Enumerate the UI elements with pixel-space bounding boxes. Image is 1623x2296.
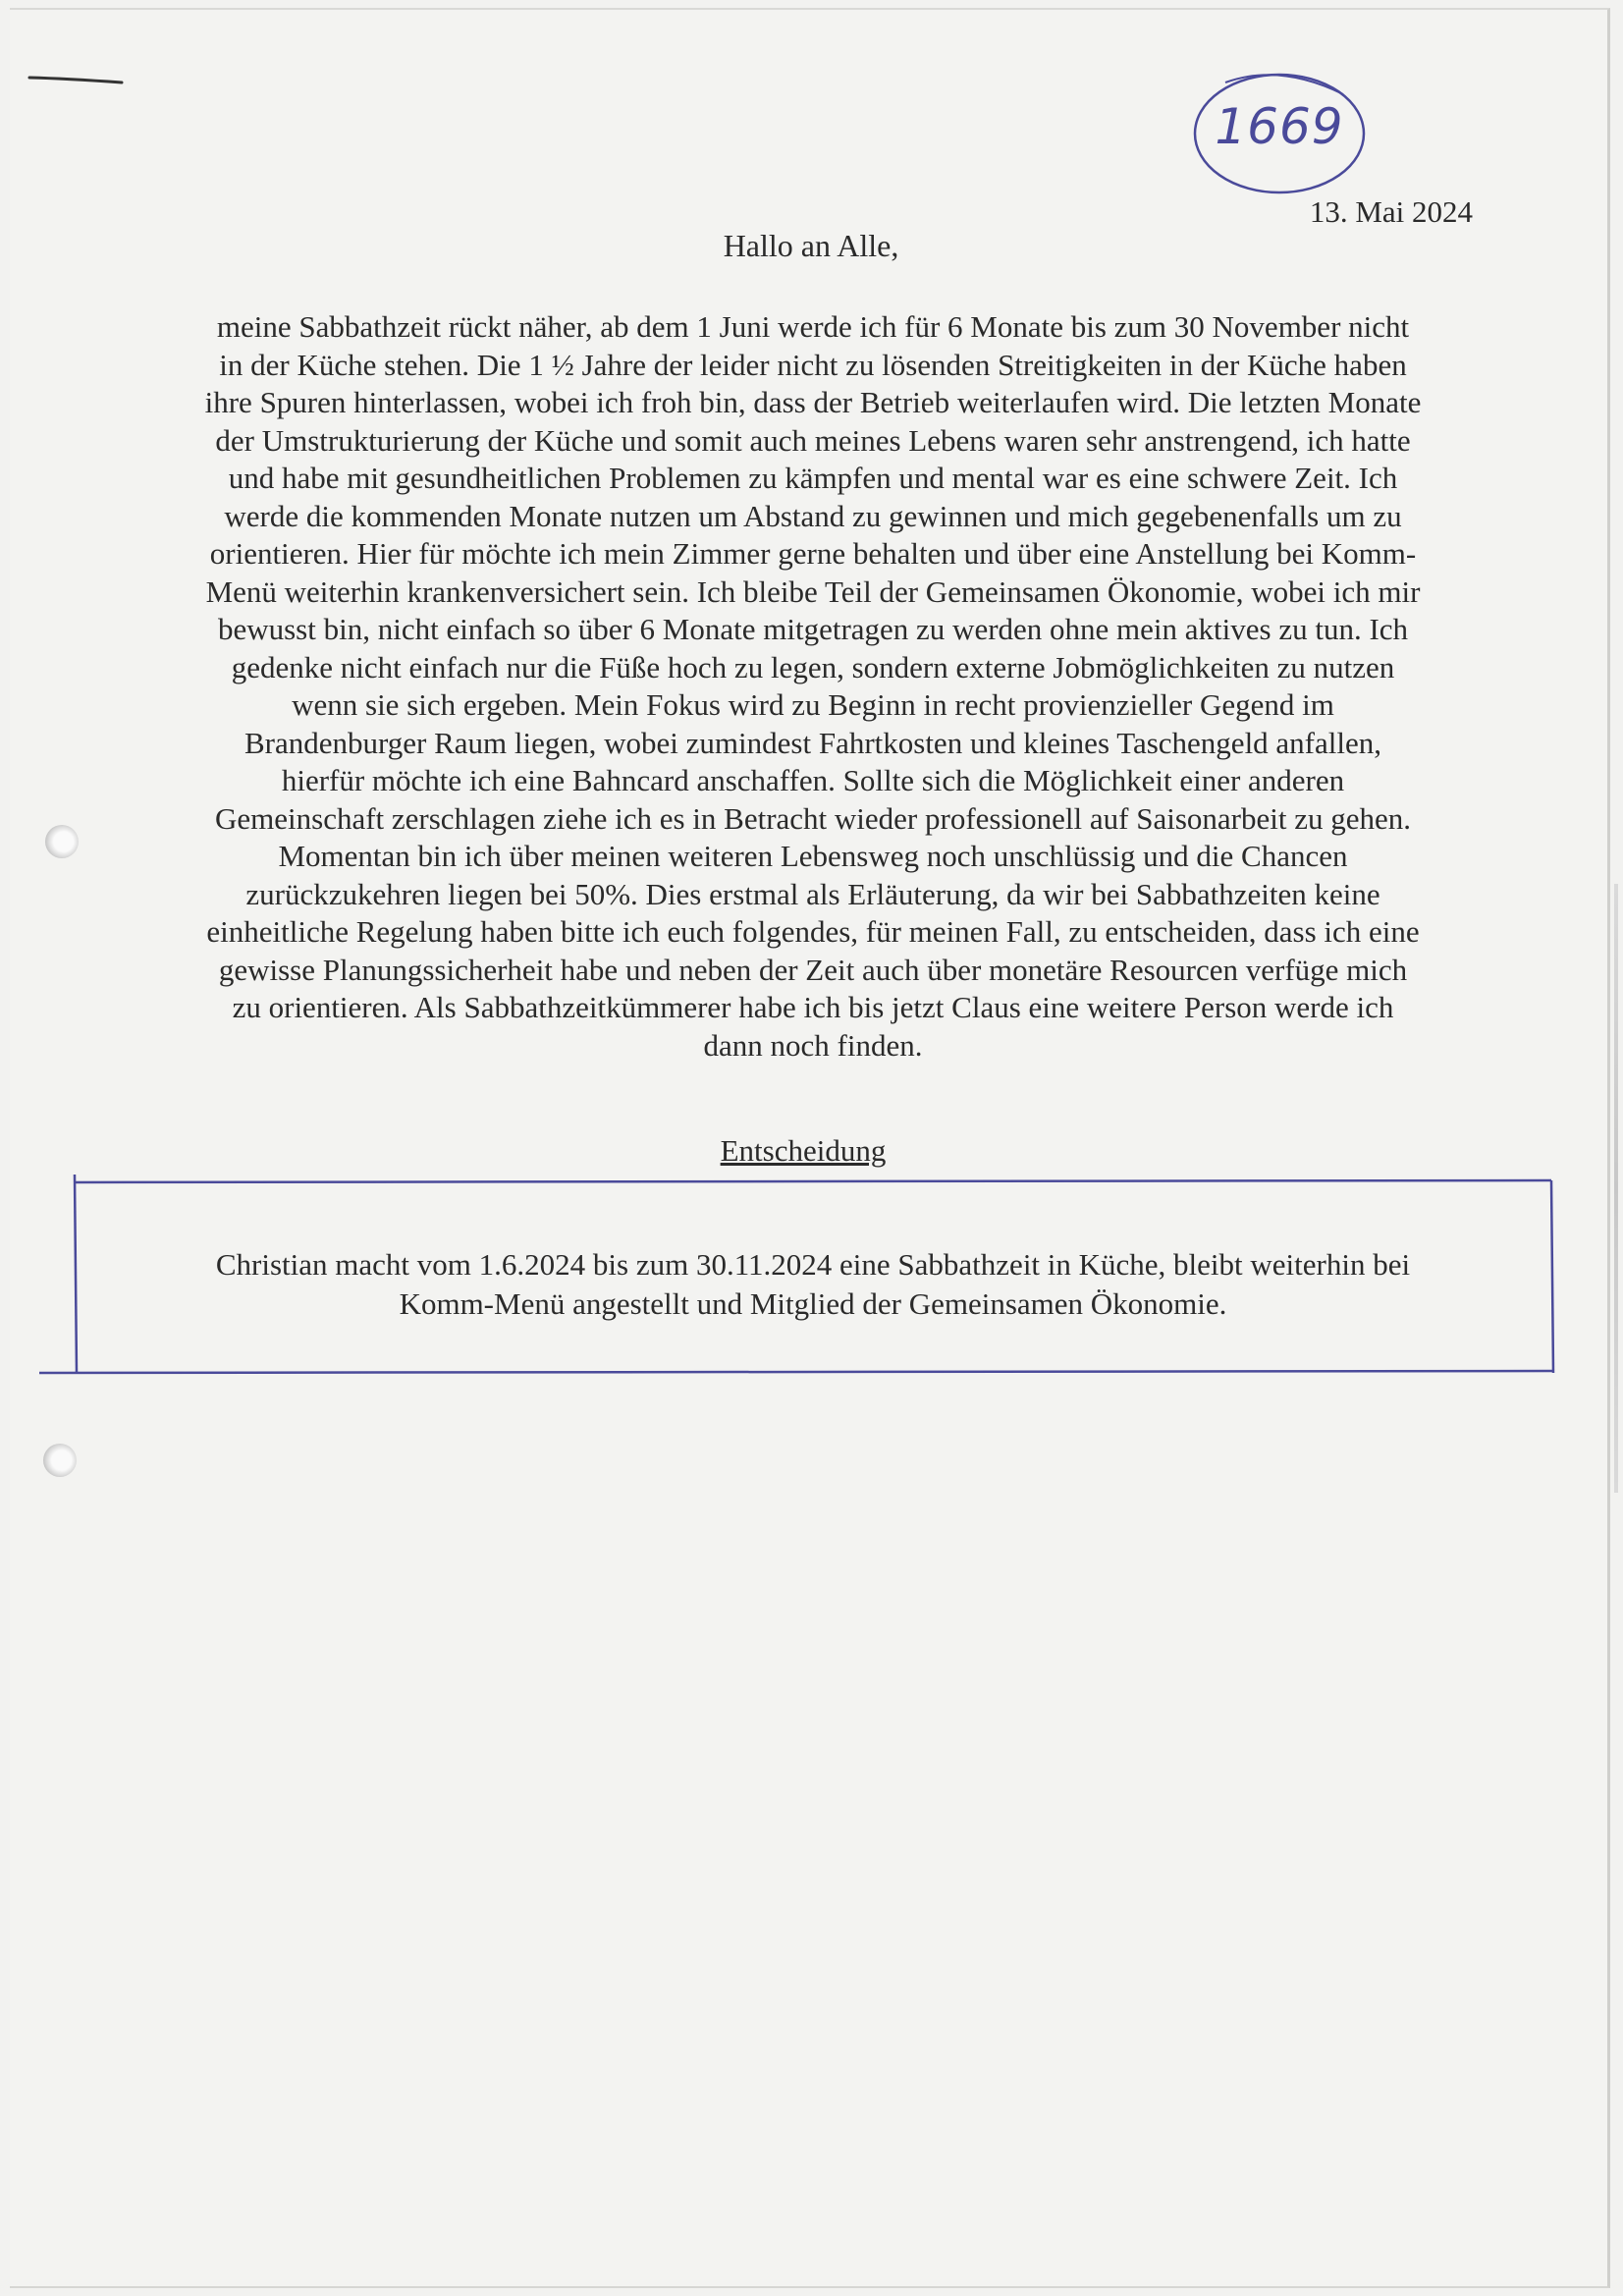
- pen-mark: [27, 75, 124, 84]
- body-line: einheitliche Regelung haben bitte ich euch folgendes, für meinen Fall, zu entscheiden, dass ich eine: [206, 914, 1420, 949]
- body-line: zurückzukehren liegen bei 50%. Dies erstmal als Erläuterung, da wir bei Sabbathzeiten keine: [245, 876, 1380, 911]
- body-line: in der Küche stehen. Die 1 ½ Jahre der leider nicht zu lösenden Streitigkeiten in der Küche haben: [219, 347, 1407, 382]
- body-line: orientieren. Hier für möchte ich mein Zimmer gerne behalten und über eine Anstellung bei Komm-: [209, 536, 1417, 571]
- body-line: meine Sabbathzeit rückt näher, ab dem 1 Juni werde ich für 6 Monate bis zum 30 November nicht: [216, 309, 1410, 344]
- greeting: Hallo an Alle,: [723, 228, 899, 263]
- letter-body: [137, 308, 1488, 1065]
- punch-hole: [43, 1444, 77, 1477]
- body-line: Gemeinschaft zerschlagen ziehe ich es in Betracht wieder professionell auf Saisonarbeit zu gehen.: [215, 800, 1411, 836]
- letter-date: 13. Mai 2024: [1309, 194, 1473, 229]
- body-line: dann noch finden.: [703, 1027, 923, 1063]
- body-line: hierfür möchte ich eine Bahncard anschaffen. Sollte sich die Möglichkeit einer anderen: [281, 763, 1345, 797]
- punch-hole: [45, 825, 79, 858]
- decision-line: Christian macht vom 1.6.2024 bis zum 30.11.2024 eine Sabbathzeit in Küche, bleibt weiterhin bei: [215, 1247, 1411, 1282]
- body-line: und habe mit gesundheitlichen Problemen zu kämpfen und mental war es eine schwere Zeit. Ich: [228, 461, 1398, 495]
- body-line: Brandenburger Raum liegen, wobei zumindest Fahrtkosten und kleines Taschengeld anfallen,: [243, 725, 1382, 760]
- decision-heading: Entscheidung: [720, 1133, 887, 1168]
- body-line: bewusst bin, nicht einfach so über 6 Monate mitgetragen zu werden ohne mein aktives zu tun. Ich: [217, 612, 1409, 646]
- page-number: 1669: [1215, 98, 1344, 155]
- body-line: werde die kommenden Monate nutzen um Abstand zu gewinnen und mich gegebenenfalls um zu: [224, 498, 1402, 533]
- body-line: wenn sie sich ergeben. Mein Fokus wird zu Beginn in recht provienzieller Gegend im: [292, 687, 1334, 722]
- body-line: Menü weiterhin krankenversichert sein. Ich bleibe Teil der Gemeinsamen Ökonomie, wobei ich mir: [205, 574, 1421, 609]
- page-edge-shadow: [1614, 884, 1618, 1493]
- body-line: gewisse Planungssicherheit habe und neben der Zeit auch über monetäre Resourcen verfüge mich: [218, 952, 1408, 987]
- decision-text: [137, 1245, 1488, 1324]
- body-line: der Umstrukturierung der Küche und somit auch meines Lebens waren sehr anstrengend, ich hatte: [215, 422, 1411, 458]
- decision-line: Komm-Menü angestellt und Mitglied der Gemeinsamen Ökonomie.: [399, 1286, 1227, 1321]
- body-line: Momentan bin ich über meinen weiteren Lebensweg noch unschlüssig und die Chancen: [278, 839, 1348, 873]
- body-line: zu orientieren. Als Sabbathzeitkümmerer habe ich bis jetzt Claus eine weitere Person werde ich: [232, 990, 1394, 1024]
- body-line: ihre Spuren hinterlassen, wobei ich froh bin, dass der Betrieb weiterlaufen wird. Die letzten Monate: [204, 385, 1422, 419]
- body-line: gedenke nicht einfach nur die Füße hoch zu legen, sondern externe Jobmöglichkeiten zu nutzen: [231, 649, 1395, 684]
